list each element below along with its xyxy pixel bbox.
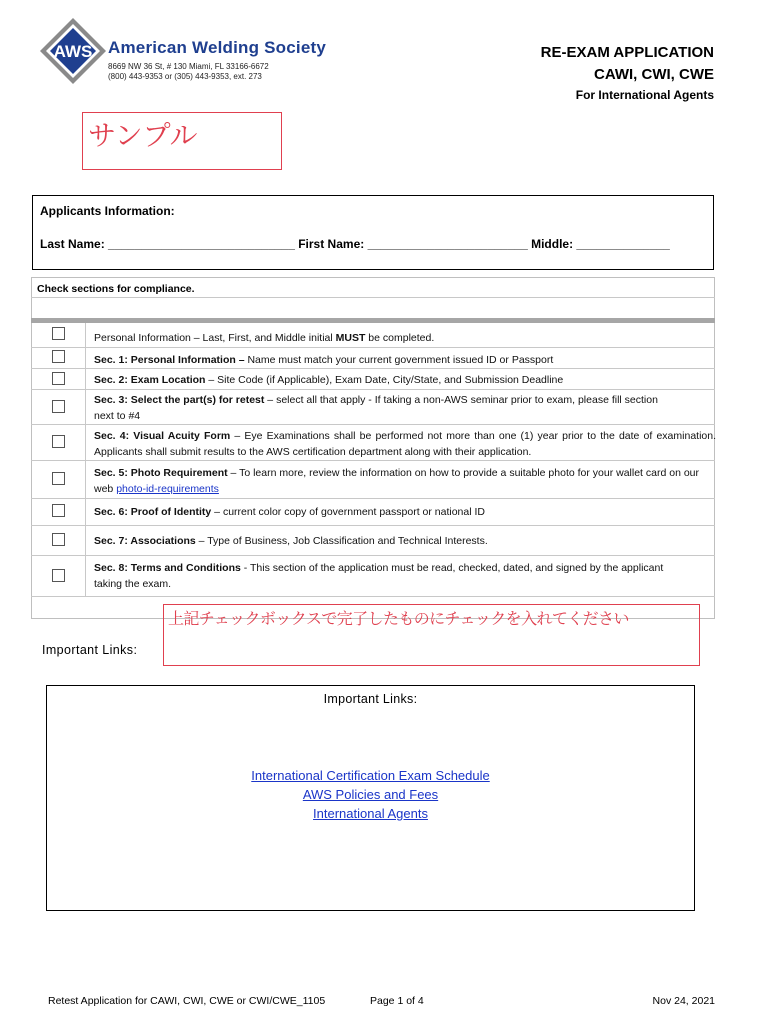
important-links-title: Important Links: [323,692,418,706]
row-divider [31,498,715,499]
row-divider [31,555,715,556]
checklist-item-personal-info: Personal Information – Last, First, and Middle initial MUST be completed. [94,332,435,344]
checklist-item-sec-5: Sec. 5: Photo Requirement – To learn more, review the information on how to provide a suitable photo for your wallet card on our web photo-id-requirements [94,467,700,495]
checkbox-sec-2[interactable] [52,372,65,385]
note-text: 上記チェックボックスで完了したものにチェックを入れてください [168,609,629,628]
checklist-item-sec-4: Sec. 4: Visual Acuity Form – Eye Examinations shall be performed not more than one (1) year prior to the date of examination. Applicants shall submit results to the AWS certification department along with their application. [94,430,717,458]
row-divider [31,424,715,425]
footer-page-number: Page 1 of 4 [370,995,424,1007]
checkbox-sec-1[interactable] [52,350,65,363]
checkbox-sec-8[interactable] [52,569,65,582]
org-name: American Welding Society [108,38,326,57]
checkbox-sec-4[interactable] [52,435,65,448]
aws-logo [38,16,108,91]
document-title: RE-EXAM APPLICATION [540,44,714,61]
important-links-label: Important Links: [42,643,138,657]
checkbox-sec-7[interactable] [52,533,65,546]
checkbox-sec-5[interactable] [52,472,65,485]
sample-stamp: サンプル [88,119,198,152]
svg-text:AWS: AWS [53,42,93,61]
row-divider [31,596,715,597]
org-phone: (800) 443-9353 or (305) 443-9353, ext. 273 [108,72,262,81]
row-divider [31,525,715,526]
document-subtitle: For International Agents [575,88,714,102]
photo-id-requirements-link[interactable]: photo-id-requirements [116,483,219,495]
org-address: 8669 NW 36 St, # 130 Miami, FL 33166-6672 [108,62,269,71]
link-policies-fees[interactable]: AWS Policies and Fees [302,787,439,802]
checkbox-sec-3[interactable] [52,400,65,413]
footer-document-id: Retest Application for CAWI, CWI, CWE or CWI/CWE_1105 [48,995,326,1007]
applicant-info-title: Applicants Information: [40,204,175,218]
checklist-header: Check sections for compliance. [37,283,195,295]
link-exam-schedule[interactable]: International Certification Exam Schedule [251,768,490,783]
table-header-bar [31,318,715,323]
checklist-item-sec-1: Sec. 1: Personal Information – Name must match your current government issued ID or Passport [94,354,554,366]
checklist-item-sec-8: Sec. 8: Terms and Conditions - This section of the application must be read, checked, dated, and signed by the applicant taking the exam. [94,562,664,590]
checklist-item-sec-3: Sec. 3: Select the part(s) for retest – select all that apply - If taking a non-AWS seminar prior to exam, please fill section next to #4 [94,394,658,422]
document-title-certs: CAWI, CWI, CWE [594,66,714,83]
name-fields[interactable]: Last Name: ____________________________ First Name: ________________________ Middle: ______________ [40,237,670,251]
checklist-item-sec-2: Sec. 2: Exam Location – Site Code (if Applicable), Exam Date, City/State, and Submission Deadline [94,374,564,386]
table-divider [31,297,715,298]
row-divider [31,460,715,461]
row-divider [31,389,715,390]
row-divider [31,368,715,369]
link-international-agents[interactable]: International Agents [313,806,428,821]
checklist-item-sec-6: Sec. 6: Proof of Identity – current color copy of government passport or national ID [94,506,485,518]
footer-date: Nov 24, 2021 [652,995,715,1007]
checkbox-personal-info[interactable] [52,327,65,340]
row-divider [31,347,715,348]
checklist-item-sec-7: Sec. 7: Associations – Type of Business, Job Classification and Technical Interests. [94,535,488,547]
checkbox-sec-6[interactable] [52,504,65,517]
